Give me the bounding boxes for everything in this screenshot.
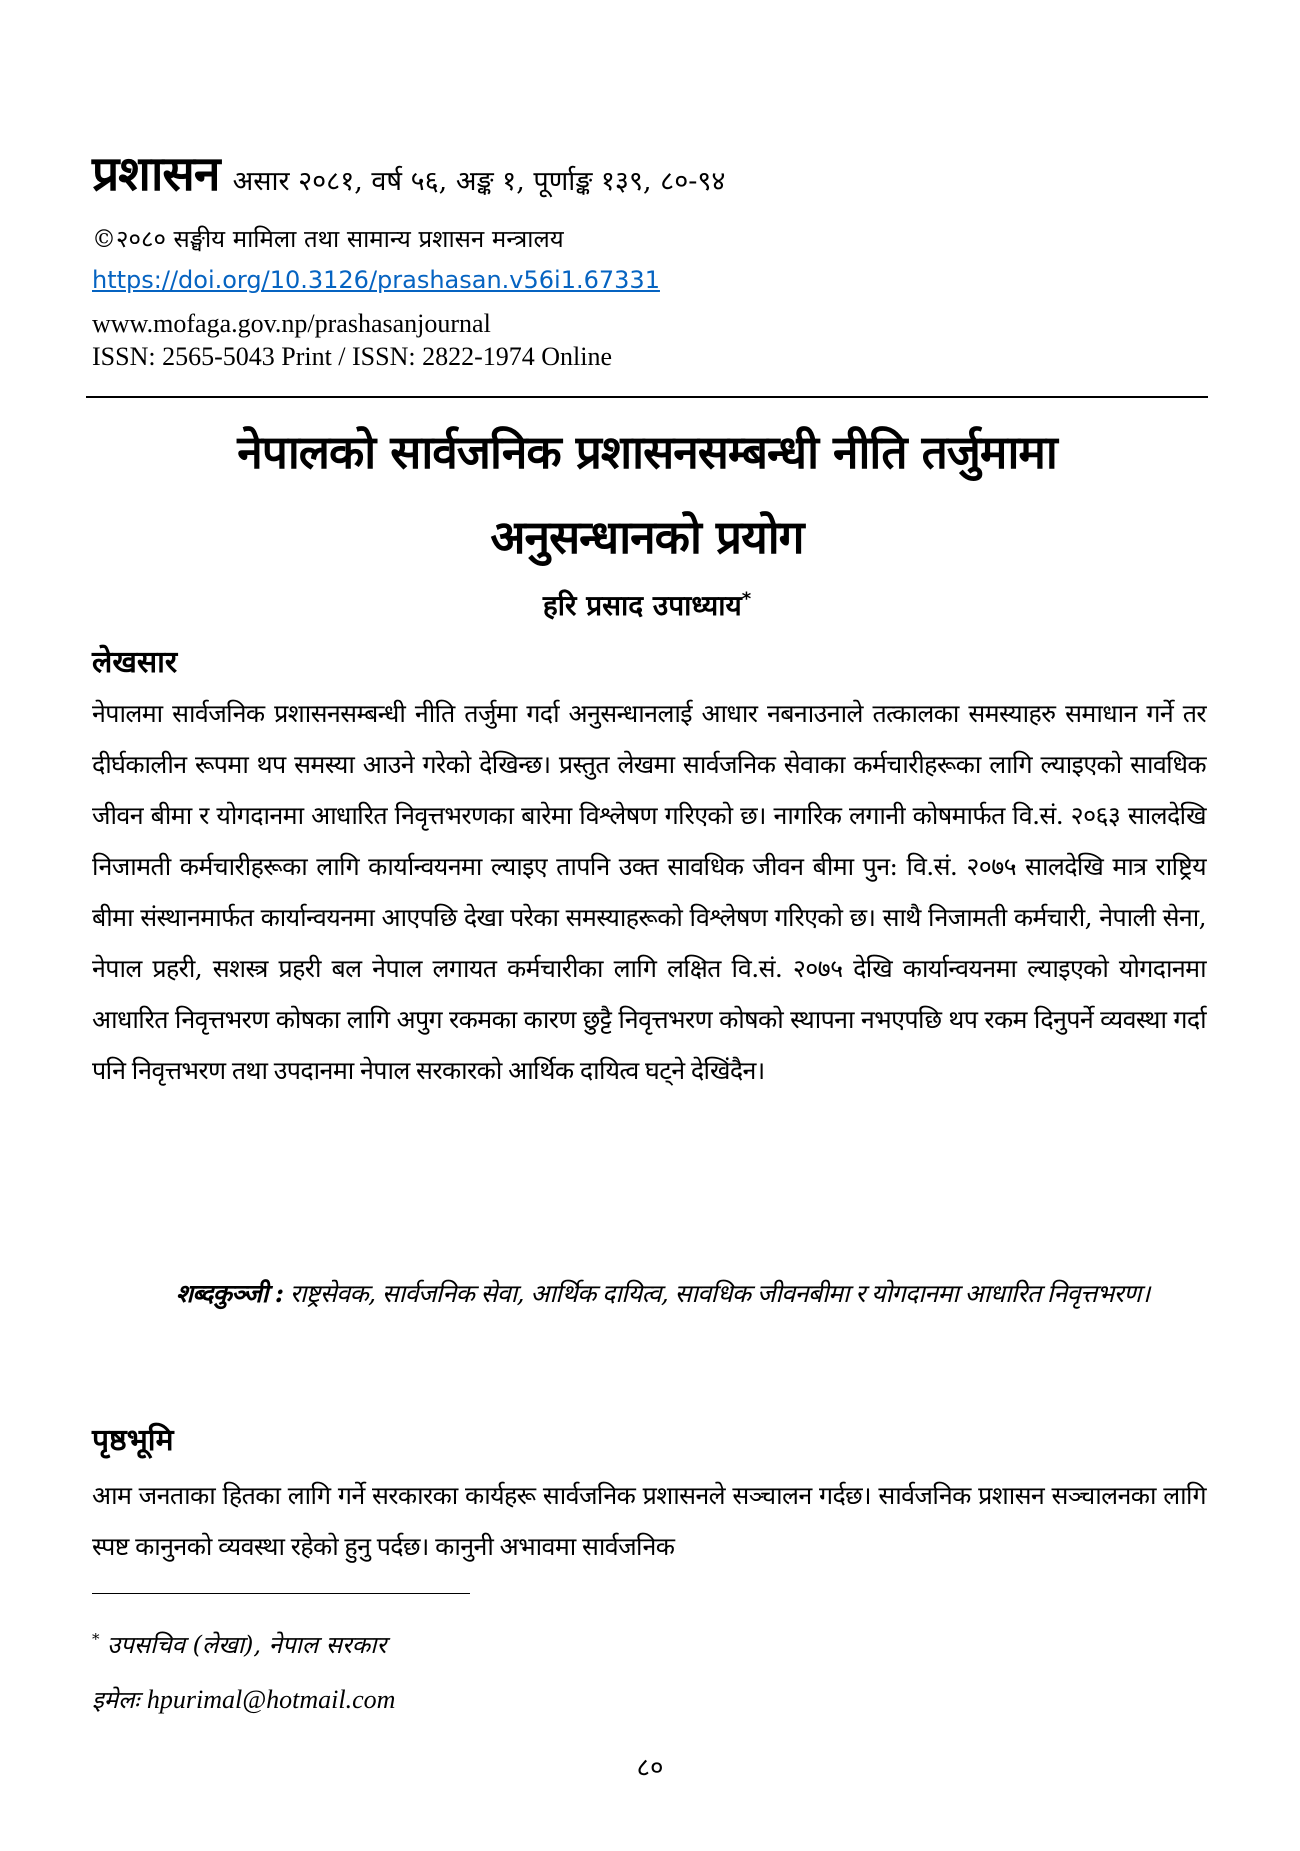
header-divider — [86, 396, 1208, 398]
abstract-paragraph: नेपालमा सार्वजनिक प्रशासनसम्बन्धी नीति तर्जुमा गर्दा अनुसन्धानलाई आधार नबनाउनाले तत्कालका समस्याहरु समाधान गर्ने तर दीर्घकालीन रूपमा थप समस्या आउने गरेको देखिन्छ। प्रस्तुत लेखमा सार्वजनिक सेवाका कर्मचारीहरूका लागि ल्याइएको सावधिक जीवन बीमा र योगदानमा आधारित निवृत्तभरणका बारेमा विश्लेषण गरिएको छ। नागरिक लगानी कोषमार्फत वि.सं. २०६३ सालदेखि निजामती कर्मचारीहरूका लागि कार्यान्वयनमा ल्याइए तापनि उक्त सावधिक जीवन बीमा पुन: वि.सं. २०७५ सालदेखि मात्र राष्ट्रिय बीमा संस्थानमार्फत कार्यान्वयनमा आएपछि देखा परेका समस्याहरूको विश्लेषण गरिएको छ। साथै निजामती कर्मचारी, नेपाली सेना, नेपाल प्रहरी, सशस्त्र प्रहरी बल नेपाल लगायत कर्मचारीका लागि लक्षित वि.सं. २०७५ देखि कार्यान्वयनमा ल्याइएको योगदानमा आधारित निवृत्तभरण कोषका लागि अपुग रकमका कारण छुट्टै निवृत्तभरण कोषको स्थापना नभएपछि थप रकम दिनुपर्ने व्यवस्था गर्दा पनि निवृत्तभरण तथा उपदानमा नेपाल सरकारको आर्थिक दायित्व घट्ने देखिंदैन। — [92, 699, 1206, 1085]
copyright-line: ©२०८० सङ्घीय मामिला तथा सामान्य प्रशासन मन्त्रालय — [92, 225, 564, 253]
author-line — [86, 586, 1208, 624]
doi-link[interactable]: https://doi.org/10.3126/prashasan.v56i1.67331 — [92, 266, 660, 294]
footnote-affiliation — [92, 1628, 386, 1661]
author-footnote-mark: * — [741, 588, 752, 610]
issn-line: ISSN: 2565-5043 Print / ISSN: 2822-1974 Online — [92, 342, 613, 371]
email-label: इमेलः — [92, 1686, 140, 1714]
affiliation-text: उपसचिव (लेखा), नेपाल सरकार — [107, 1631, 387, 1659]
background-heading: पृष्ठभूमि — [92, 1423, 174, 1458]
background-paragraph: आम जनताका हितका लागि गर्ने सरकारका कार्यहरू सार्वजनिक प्रशासनले सञ्चालन गर्दछ। सार्वजनिक प्रशासन सञ्चालनका लागि स्पष्ट कानुनको व्यवस्था रहेको हुनु पर्दछ। कानुनी अभावमा सार्वजनिक — [92, 1481, 1206, 1561]
masthead — [92, 146, 726, 202]
issue-info: असार २०८१, वर्ष ५६, अङ्क १, पूर्णाङ्क १३९, ८०-९४ — [232, 166, 726, 197]
article-title-line-2: अनुसन्धानको प्रयोग — [490, 510, 804, 564]
keywords-label: शब्दकुञ्जी : — [176, 1279, 284, 1308]
journal-name: प्रशासन — [92, 146, 220, 202]
footnote-divider — [92, 1593, 470, 1594]
footnote-mark: * — [92, 1630, 100, 1648]
email-address: hpurimal@hotmail.com — [146, 1685, 396, 1714]
article-title-line-1: नेपालको सार्वजनिक प्रशासनसम्बन्धी नीति तर्जुमामा — [237, 425, 1057, 479]
keywords — [176, 1268, 1206, 1319]
page-number: ८० — [636, 1753, 664, 1783]
author-name: हरि प्रसाद उपाध्याय — [542, 589, 742, 622]
footnote-email — [92, 1683, 395, 1716]
abstract-heading: लेखसार — [92, 645, 178, 680]
journal-website: www.mofaga.gov.np/prashasanjournal — [92, 309, 491, 338]
keywords-list: राष्ट्रसेवक, सार्वजनिक सेवा, आर्थिक दायित्व, सावधिक जीवनबीमा र योगदानमा आधारित निवृत्तभरण। — [289, 1279, 1150, 1308]
